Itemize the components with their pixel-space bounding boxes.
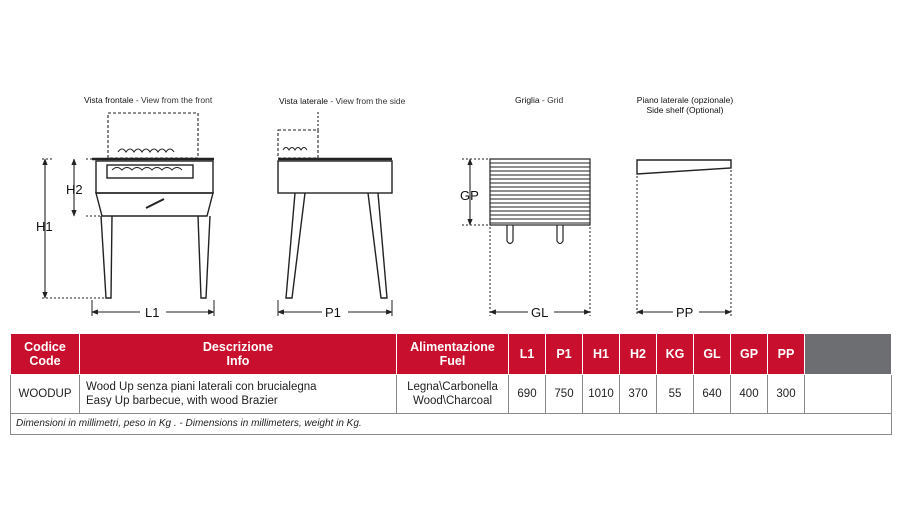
spec-table <box>10 333 892 435</box>
dim-gl-label: GL <box>531 305 549 320</box>
cell-gl: 640 <box>694 375 731 414</box>
header-fuel: Alimentazione Fuel <box>397 334 509 375</box>
table-row <box>11 375 892 414</box>
dim-gp-label: GP <box>460 188 479 203</box>
cell-h2: 370 <box>620 375 657 414</box>
side-view-caption: Vista laterale - View from the side <box>279 96 406 106</box>
cell-h1: 1010 <box>583 375 620 414</box>
header-gp: GP <box>731 334 768 375</box>
dim-p1-label: P1 <box>325 305 341 320</box>
units-note: Dimensioni in millimetri, peso in Kg . - Dimensions in millimeters, weight in Kg. <box>11 414 892 435</box>
dim-h1-label: H1 <box>36 219 53 234</box>
dim-l1-label: L1 <box>145 305 160 320</box>
grid-view-drawing <box>462 159 590 316</box>
grid-view-caption: Griglia - Grid <box>515 95 564 105</box>
cell-code: WOODUP <box>11 375 80 414</box>
cell-p1: 750 <box>546 375 583 414</box>
header-h2: H2 <box>620 334 657 375</box>
side-view-drawing <box>278 112 392 316</box>
cell-kg: 55 <box>657 375 694 414</box>
header-desc: Descrizione Info <box>80 334 397 375</box>
header-p1: P1 <box>546 334 583 375</box>
cell-l1: 690 <box>509 375 546 414</box>
header-h1: H1 <box>583 334 620 375</box>
shelf-view-drawing <box>637 160 731 316</box>
front-view-drawing <box>42 113 214 316</box>
dim-pp-label: PP <box>676 305 694 320</box>
front-view-caption: Vista frontale - View from the front <box>84 95 213 105</box>
cell-gp: 400 <box>731 375 768 414</box>
shelf-view-caption: Piano laterale (opzionale) Side shelf (Optional) <box>636 95 734 115</box>
cell-filler <box>805 375 892 414</box>
cell-desc: Wood Up senza piani laterali con brucialegna Easy Up barbecue, with wood Brazier <box>80 375 397 414</box>
cell-pp: 300 <box>768 375 805 414</box>
header-gl: GL <box>694 334 731 375</box>
cell-fuel: Legna\Carbonella Wood\Charcoal <box>397 375 509 414</box>
header-pp: PP <box>768 334 805 375</box>
header-filler <box>805 334 892 375</box>
header-row <box>11 334 892 375</box>
header-kg: KG <box>657 334 694 375</box>
dim-h2-label: H2 <box>66 182 83 197</box>
header-l1: L1 <box>509 334 546 375</box>
note-row <box>11 414 892 435</box>
header-code: Codice Code <box>11 334 80 375</box>
